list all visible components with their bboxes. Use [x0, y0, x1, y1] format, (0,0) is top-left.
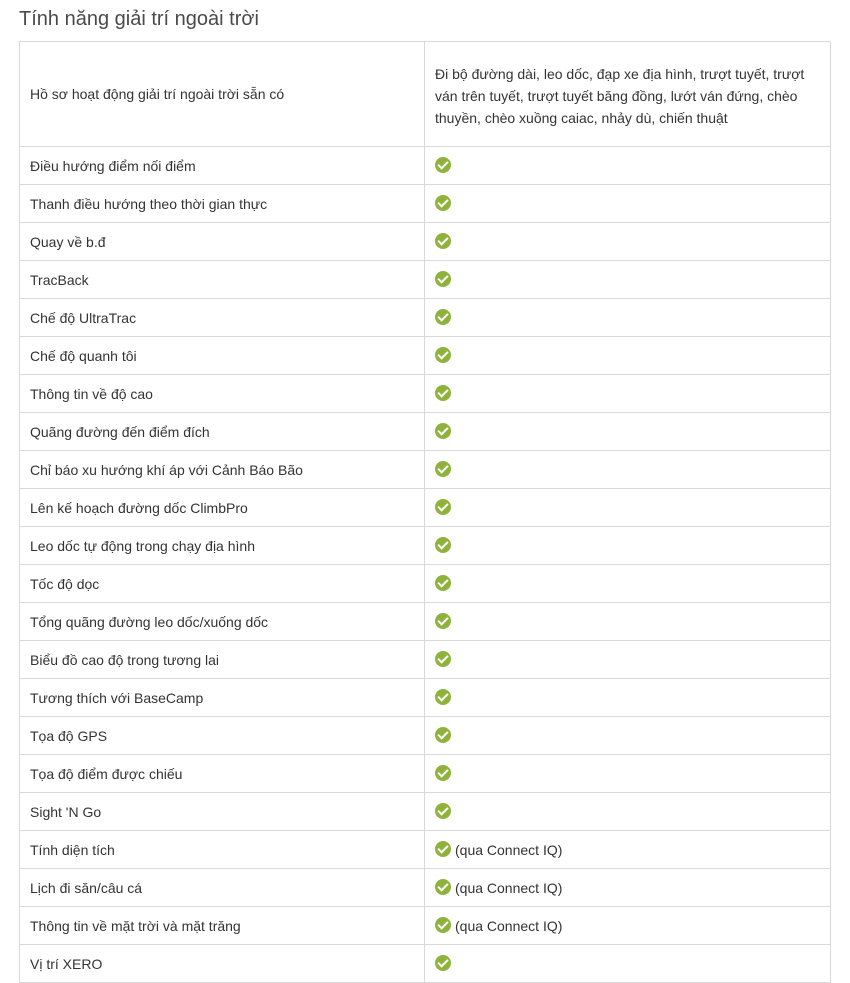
- feature-label: Chỉ báo xu hướng khí áp với Cảnh Báo Bão: [20, 451, 425, 489]
- table-row: [20, 831, 831, 869]
- check-circle-icon: [435, 309, 451, 325]
- feature-support: [425, 793, 831, 831]
- table-row: [20, 793, 831, 831]
- feature-label: Điều hướng điểm nối điểm: [20, 147, 425, 185]
- table-row: [20, 869, 831, 907]
- feature-support: [425, 147, 831, 185]
- feature-support: [425, 717, 831, 755]
- table-row: [20, 527, 831, 565]
- check-circle-icon: [435, 499, 451, 515]
- section-title: Tính năng giải trí ngoài trời: [19, 8, 259, 30]
- feature-support: [425, 565, 831, 603]
- check-circle-icon: [435, 233, 451, 249]
- table-row: [20, 489, 831, 527]
- feature-label: Quãng đường đến điểm đích: [20, 413, 425, 451]
- check-circle-icon: [435, 537, 451, 553]
- feature-support: [425, 869, 831, 907]
- check-circle-icon: [435, 841, 451, 857]
- check-circle-icon: [435, 765, 451, 781]
- feature-label: TracBack: [20, 261, 425, 299]
- feature-support: [425, 375, 831, 413]
- table-header-row: [20, 42, 831, 147]
- table-row: [20, 641, 831, 679]
- feature-label: Sight 'N Go: [20, 793, 425, 831]
- feature-support: [425, 641, 831, 679]
- table-row: [20, 451, 831, 489]
- feature-label: Quay về b.đ: [20, 223, 425, 261]
- check-circle-icon: [435, 955, 451, 971]
- feature-support: [425, 603, 831, 641]
- table-row: [20, 945, 831, 983]
- activity-profiles-value: Đi bộ đường dài, leo dốc, đạp xe địa hình, trượt tuyết, trượt ván trên tuyết, trượt tuyết băng đồng, lướt ván đứng, chèo thuyền, chèo xuồng caiac, nhảy dù, chiến thuật: [425, 42, 831, 147]
- feature-label: Tốc độ dọc: [20, 565, 425, 603]
- check-circle-icon: [435, 727, 451, 743]
- table-row: [20, 185, 831, 223]
- feature-support: [425, 223, 831, 261]
- check-circle-icon: [435, 385, 451, 401]
- table-row: [20, 223, 831, 261]
- table-row: [20, 679, 831, 717]
- feature-label: Tính diện tích: [20, 831, 425, 869]
- check-circle-icon: [435, 917, 451, 933]
- table-row: [20, 717, 831, 755]
- feature-support: [425, 527, 831, 565]
- feature-support: [425, 755, 831, 793]
- check-circle-icon: [435, 461, 451, 477]
- check-circle-icon: [435, 423, 451, 439]
- outdoor-features-table: [19, 41, 831, 983]
- feature-label: Thanh điều hướng theo thời gian thực: [20, 185, 425, 223]
- feature-support: [425, 261, 831, 299]
- feature-label: Thông tin về độ cao: [20, 375, 425, 413]
- feature-support: [425, 679, 831, 717]
- check-circle-icon: [435, 157, 451, 173]
- feature-label: Tương thích với BaseCamp: [20, 679, 425, 717]
- check-circle-icon: [435, 271, 451, 287]
- table-row: [20, 413, 831, 451]
- check-circle-icon: [435, 803, 451, 819]
- feature-support: [425, 299, 831, 337]
- feature-label: Chế độ quanh tôi: [20, 337, 425, 375]
- feature-label: Leo dốc tự động trong chạy địa hình: [20, 527, 425, 565]
- check-circle-icon: [435, 689, 451, 705]
- feature-label: Tọa độ điểm được chiếu: [20, 755, 425, 793]
- feature-label: Vị trí XERO: [20, 945, 425, 983]
- table-row: [20, 565, 831, 603]
- table-row: [20, 907, 831, 945]
- check-circle-icon: [435, 651, 451, 667]
- feature-label: Lên kế hoạch đường dốc ClimbPro: [20, 489, 425, 527]
- table-row: [20, 299, 831, 337]
- feature-support: [425, 185, 831, 223]
- table-row: [20, 337, 831, 375]
- check-circle-icon: [435, 613, 451, 629]
- feature-support: [425, 337, 831, 375]
- feature-label: Lịch đi săn/câu cá: [20, 869, 425, 907]
- feature-support: [425, 945, 831, 983]
- feature-support: [425, 413, 831, 451]
- feature-support: [425, 451, 831, 489]
- table-row: [20, 755, 831, 793]
- table-row: [20, 147, 831, 185]
- feature-label: Thông tin về mặt trời và mặt trăng: [20, 907, 425, 945]
- feature-note: (qua Connect IQ): [455, 880, 563, 897]
- table-row: [20, 375, 831, 413]
- check-circle-icon: [435, 575, 451, 591]
- feature-support: [425, 489, 831, 527]
- feature-note: (qua Connect IQ): [455, 918, 563, 935]
- feature-label: Chế độ UltraTrac: [20, 299, 425, 337]
- table-row: [20, 603, 831, 641]
- feature-note: (qua Connect IQ): [455, 842, 563, 859]
- feature-label: Biểu đồ cao độ trong tương lai: [20, 641, 425, 679]
- check-circle-icon: [435, 879, 451, 895]
- feature-support: [425, 907, 831, 945]
- feature-label: Tổng quãng đường leo dốc/xuống dốc: [20, 603, 425, 641]
- check-circle-icon: [435, 195, 451, 211]
- feature-support: [425, 831, 831, 869]
- check-circle-icon: [435, 347, 451, 363]
- table-row: [20, 261, 831, 299]
- activity-profiles-label: Hồ sơ hoạt động giải trí ngoài trời sẵn có: [20, 42, 425, 147]
- feature-label: Tọa độ GPS: [20, 717, 425, 755]
